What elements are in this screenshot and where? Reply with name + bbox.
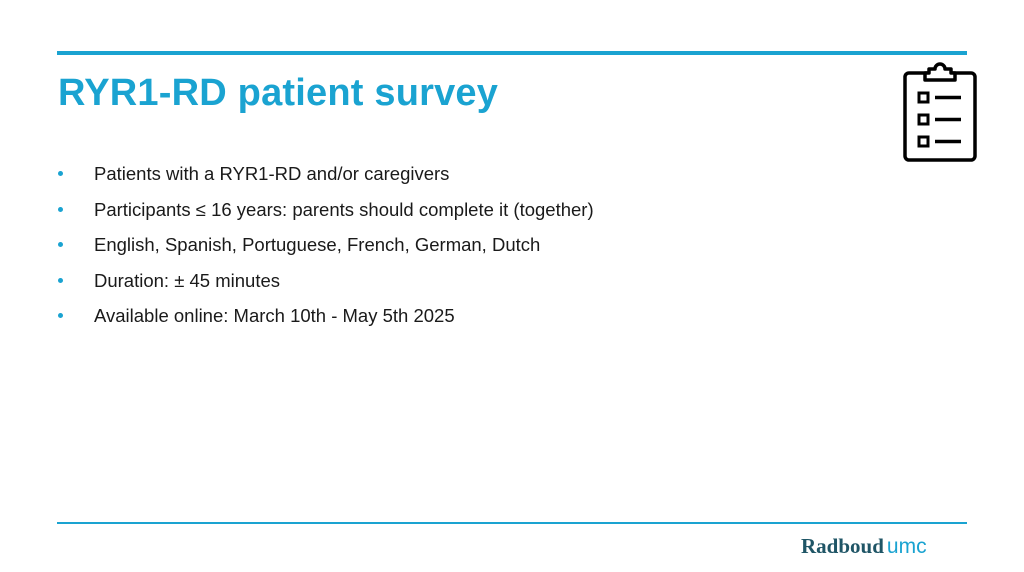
bullet-dot [58, 313, 63, 318]
logo-wordmark-umc: umc [886, 535, 927, 558]
slide-title: RYR1-RD patient survey [58, 72, 499, 114]
bullet-text: English, Spanish, Portuguese, French, German, Dutch [94, 234, 541, 255]
bullet-dot [58, 242, 63, 247]
logo-wordmark-radboud: Radboud [801, 534, 884, 558]
bullet-dot [58, 171, 63, 176]
bullet-text: Available online: March 10th - May 5th 2025 [94, 305, 455, 326]
clipboard-checklist-icon [902, 60, 978, 164]
top-divider [57, 51, 967, 55]
bullet-text: Patients with a RYR1-RD and/or caregivers [94, 163, 450, 184]
bullet-dot [58, 278, 63, 283]
bullet-text: Participants ≤ 16 years: parents should complete it (together) [94, 198, 594, 220]
radboudumc-logo [801, 534, 927, 559]
bottom-divider [57, 522, 967, 524]
bullet-dot [58, 207, 63, 212]
bullet-text: Duration: ± 45 minutes [94, 269, 280, 291]
